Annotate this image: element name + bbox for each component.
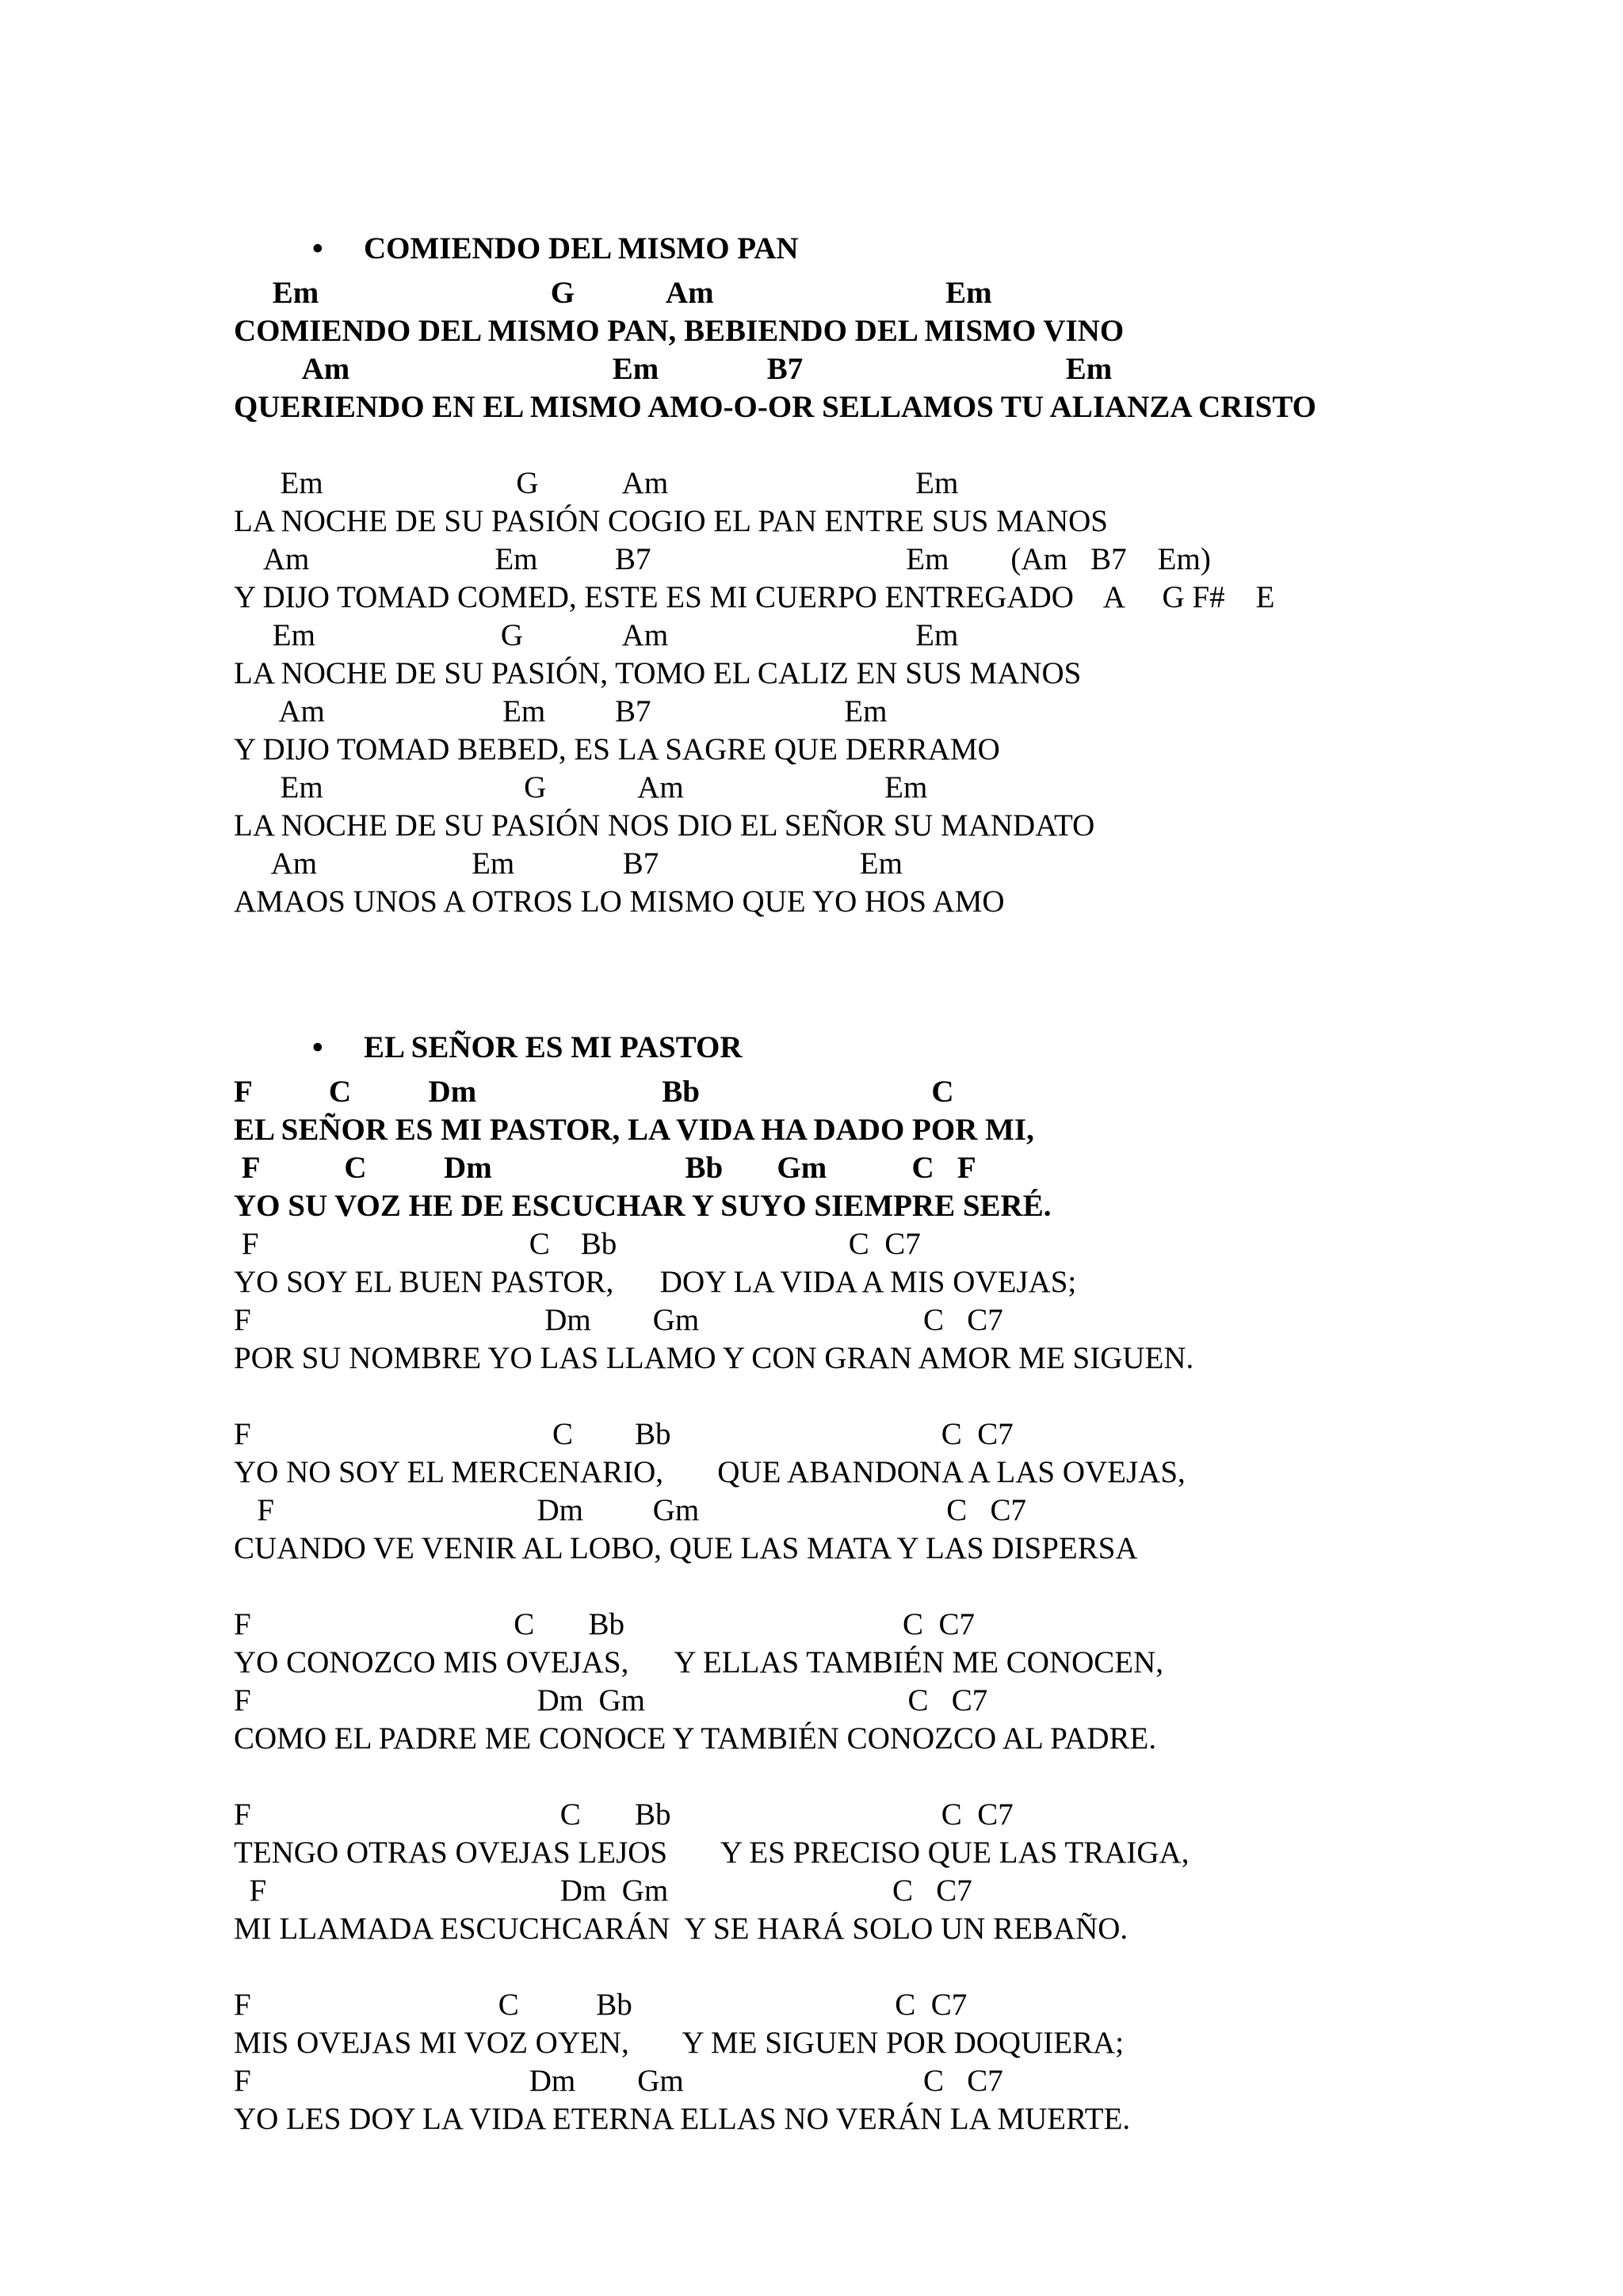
chord-line: F Dm Gm C C7 bbox=[234, 2064, 1003, 2098]
lyric-line: YO SU VOZ HE DE ESCUCHAR Y SUYO SIEMPRE SERÉ. bbox=[234, 1189, 1052, 1223]
bullet-icon: • bbox=[312, 1030, 323, 1064]
chord-line: F C Bb C C7 bbox=[234, 1797, 1014, 1832]
chord-line: Am Em B7 Em bbox=[234, 694, 888, 728]
chord-line: F Dm Gm C C7 bbox=[234, 1493, 1026, 1527]
lyric-line: YO NO SOY EL MERCENARIO, QUE ABANDONA A LAS OVEJAS, bbox=[234, 1455, 1186, 1489]
chord-line: F C Bb C C7 bbox=[234, 1607, 975, 1641]
chord-line: F C Dm Bb Gm C F bbox=[234, 1151, 976, 1185]
chord-line: F Dm Gm C C7 bbox=[234, 1303, 1003, 1337]
lyric-line: POR SU NOMBRE YO LAS LLAMO Y CON GRAN AMOR ME SIGUEN. bbox=[234, 1341, 1194, 1375]
lyric-line: COMIENDO DEL MISMO PAN, BEBIENDO DEL MISMO VINO bbox=[234, 314, 1125, 348]
chord-line: Am Em B7 Em bbox=[234, 846, 903, 881]
chord-line: F Dm Gm C C7 bbox=[234, 1874, 972, 1908]
lyric-line: YO CONOZCO MIS OVEJAS, Y ELLAS TAMBIÉN ME CONOCEN, bbox=[234, 1645, 1164, 1679]
lyric-line: MIS OVEJAS MI VOZ OYEN, Y ME SIGUEN POR DOQUIERA; bbox=[234, 2026, 1125, 2060]
chord-line: F C Bb C C7 bbox=[234, 1227, 921, 1261]
chord-line: Am Em B7 Em bbox=[234, 352, 1113, 386]
lyric-line: LA NOCHE DE SU PASIÓN NOS DIO EL SEÑOR SU MANDATO bbox=[234, 808, 1095, 842]
song-title-text: EL SEÑOR ES MI PASTOR bbox=[364, 1030, 743, 1064]
chord-line: Em G Am Em bbox=[234, 770, 928, 804]
lyric-line: Y DIJO TOMAD COMED, ESTE ES MI CUERPO ENTREGADO A G F# E bbox=[234, 580, 1275, 614]
lyric-line: TENGO OTRAS OVEJAS LEJOS Y ES PRECISO QUE LAS TRAIGA, bbox=[234, 1836, 1190, 1870]
lyric-line: LA NOCHE DE SU PASIÓN, TOMO EL CALIZ EN SUS MANOS bbox=[234, 656, 1082, 690]
lyric-line: COMO EL PADRE ME CONOCE Y TAMBIÉN CONOZCO AL PADRE. bbox=[234, 1721, 1157, 1755]
song-title-text: COMIENDO DEL MISMO PAN bbox=[364, 231, 799, 266]
chord-line: F C Dm Bb C bbox=[234, 1075, 954, 1109]
lyric-line: YO SOY EL BUEN PASTOR, DOY LA VIDA A MIS OVEJAS; bbox=[234, 1265, 1077, 1299]
lyric-line: EL SEÑOR ES MI PASTOR, LA VIDA HA DADO POR MI, bbox=[234, 1113, 1034, 1147]
lyric-line: Y DIJO TOMAD BEBED, ES LA SAGRE QUE DERRAMO bbox=[234, 732, 1000, 766]
chord-line: F C Bb C C7 bbox=[234, 1417, 1014, 1451]
chord-line: F Dm Gm C C7 bbox=[234, 1683, 988, 1717]
lyric-line: LA NOCHE DE SU PASIÓN COGIO EL PAN ENTRE SUS MANOS bbox=[234, 504, 1108, 538]
lyric-line: CUANDO VE VENIR AL LOBO, QUE LAS MATA Y LAS DISPERSA bbox=[234, 1531, 1138, 1565]
bullet-icon: • bbox=[312, 231, 323, 266]
lyric-line: MI LLAMADA ESCUCHCARÁN Y SE HARÁ SOLO UN REBAÑO. bbox=[234, 1912, 1128, 1946]
lyric-line: AMAOS UNOS A OTROS LO MISMO QUE YO HOS AMO bbox=[234, 884, 1005, 919]
chord-line: Em G Am Em bbox=[234, 618, 959, 652]
chord-line: F C Bb C C7 bbox=[234, 1988, 968, 2022]
chord-line: Am Em B7 Em (Am B7 Em) bbox=[234, 542, 1211, 576]
lyric-line: YO LES DOY LA VIDA ETERNA ELLAS NO VERÁN LA MUERTE. bbox=[234, 2102, 1131, 2136]
chord-line: Em G Am Em bbox=[234, 276, 992, 310]
lyric-line: QUERIENDO EN EL MISMO AMO-O-OR SELLAMOS TU ALIANZA CRISTO bbox=[234, 390, 1316, 424]
chord-line: Em G Am Em bbox=[234, 466, 959, 500]
